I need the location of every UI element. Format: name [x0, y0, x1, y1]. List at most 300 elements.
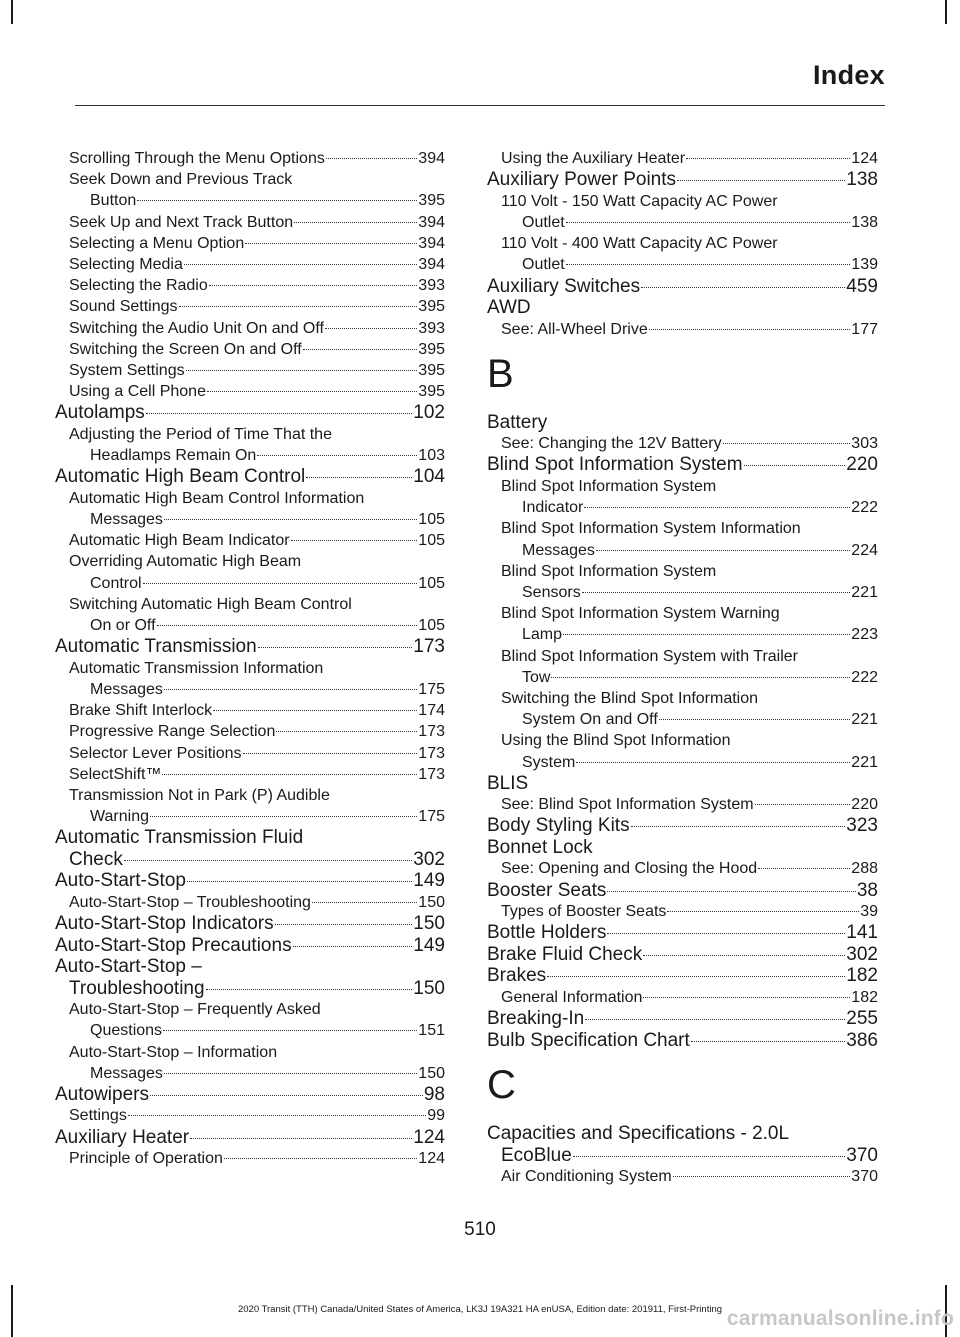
index-entry-sub [487, 518, 878, 560]
entry-text: Outlet [522, 256, 565, 274]
index-entry-main [487, 965, 878, 987]
entry-line [487, 454, 878, 476]
dot-leader [187, 881, 412, 882]
entry-text: Adjusting the Period of Time That the [69, 425, 332, 443]
entry-line [501, 582, 878, 603]
page-ref: 99 [427, 1107, 445, 1125]
entry-text: 110 Volt - 150 Watt Capacity AC Power [501, 192, 778, 210]
index-entry-main [55, 935, 445, 957]
dot-leader [291, 540, 418, 541]
entry-text: Blind Spot Information System [501, 477, 717, 495]
page-ref: 224 [851, 541, 878, 559]
entry-line [487, 1008, 878, 1030]
page-ref: 288 [851, 860, 878, 878]
dot-leader [179, 306, 418, 307]
entry-text: On or Off [90, 617, 156, 635]
entry-line [69, 296, 445, 317]
dot-leader [631, 826, 846, 827]
entry-line [487, 880, 878, 902]
entry-line [69, 233, 445, 254]
entry-text: Troubleshooting [69, 977, 205, 999]
dot-leader [641, 287, 845, 288]
page-ref: 182 [851, 988, 878, 1006]
page-ref: 138 [846, 169, 878, 191]
entry-line [501, 709, 878, 730]
page-ref: 394 [418, 256, 445, 274]
page-ref: 182 [846, 965, 878, 987]
index-entry-sub [55, 318, 445, 339]
dot-leader [164, 519, 417, 520]
entry-text: Messages [90, 1064, 163, 1082]
entry-line [55, 636, 445, 658]
page-ref: 105 [418, 511, 445, 529]
entry-text: 110 Volt - 400 Watt Capacity AC Power [501, 235, 778, 253]
entry-text: Brake Fluid Check [487, 943, 643, 965]
entry-text: Blind Spot Information System Information [501, 520, 801, 538]
index-entry-main [487, 1008, 878, 1030]
index-entry-sub [55, 212, 445, 233]
dot-leader [190, 1138, 412, 1139]
index-entry-sub [487, 148, 878, 169]
page-ref: 323 [846, 815, 878, 837]
index-entry-main [55, 402, 445, 424]
index-entry-sub [55, 275, 445, 296]
page-ref: 138 [851, 213, 878, 231]
entry-line [55, 978, 445, 1000]
dot-leader [209, 285, 418, 286]
entry-line [55, 1084, 445, 1106]
index-entry-sub [55, 594, 445, 636]
index-entry-main [55, 636, 445, 658]
entry-text: Selector Lever Positions [69, 744, 242, 762]
entry-text: Settings [69, 1107, 127, 1125]
dot-leader [677, 180, 845, 181]
dot-leader [744, 465, 846, 466]
dot-leader [691, 1041, 846, 1042]
entry-text: Automatic High Beam Indicator [69, 532, 290, 550]
edition-footer: 2020 Transit (TTH) Canada/United States of America, LK3J 19A321 HA enUSA, Edition date: 201911, First-Printing [237, 1304, 723, 1315]
index-entry-sub [487, 794, 878, 815]
entry-line [501, 858, 878, 879]
entry-line [501, 794, 878, 815]
dot-leader [643, 997, 850, 998]
entry-text: See: Blind Spot Information System [501, 796, 754, 814]
page-ref: 175 [418, 680, 445, 698]
entry-line [487, 815, 878, 837]
index-entry-sub [487, 987, 878, 1008]
index-entry-sub [487, 858, 878, 879]
entry-text: Automatic High Beam Control [55, 466, 306, 488]
dot-leader [257, 455, 417, 456]
dot-leader [303, 349, 418, 350]
entry-text: Auto-Start-Stop – Information [69, 1043, 278, 1061]
dot-leader [150, 1095, 423, 1096]
page-ref: 395 [418, 192, 445, 210]
entry-line [69, 1105, 445, 1126]
page-ref: 105 [418, 574, 445, 592]
page-ref: 395 [418, 362, 445, 380]
crop-mark-top-right [945, 0, 947, 24]
page-ref: 39 [860, 903, 878, 921]
entry-text: Questions [90, 1022, 163, 1040]
entry-line [501, 148, 878, 169]
page-ref: 459 [846, 275, 878, 297]
page-ref: 139 [851, 256, 878, 274]
dot-leader [755, 804, 851, 805]
entry-line [69, 360, 445, 381]
dot-leader [573, 1156, 846, 1157]
dot-leader [206, 989, 413, 990]
page-ref: 149 [413, 934, 445, 956]
dot-leader [723, 443, 851, 444]
entry-text: Selecting the Radio [69, 277, 208, 295]
index-column-left [55, 148, 445, 1169]
index-entry-sub [55, 1042, 445, 1084]
page-ref: 221 [851, 711, 878, 729]
entry-text: Seek Up and Next Track Button [69, 213, 294, 231]
dot-leader [596, 550, 850, 551]
entry-line [69, 892, 445, 913]
page-ref: 222 [851, 499, 878, 517]
entry-line [501, 497, 878, 518]
entry-text: Air Conditioning System [501, 1168, 672, 1186]
entry-text: Tow [522, 668, 551, 686]
entry-text: Automatic Transmission Information [69, 659, 324, 677]
entry-text: Capacities and Specifications - 2.0L [487, 1123, 790, 1145]
index-entry-main [55, 1127, 445, 1149]
entry-line [55, 935, 445, 957]
entry-line [487, 1145, 878, 1167]
entry-text: Progressive Range Selection [69, 723, 276, 741]
entry-text: Automatic Transmission [55, 636, 257, 658]
index-entry-sub [487, 730, 878, 772]
entry-line [69, 275, 445, 296]
entry-line [501, 901, 878, 922]
dot-leader [306, 477, 412, 478]
dot-leader [607, 891, 856, 892]
section-letter: C [487, 1063, 516, 1108]
page-ref: 370 [846, 1144, 878, 1166]
entry-line [501, 752, 878, 773]
dot-leader [566, 264, 851, 265]
entry-text: Bulb Specification Chart [487, 1029, 690, 1051]
dot-leader [150, 816, 417, 817]
entry-text: Auto-Start-Stop Indicators [55, 913, 274, 935]
page-ref: 38 [856, 879, 878, 901]
index-entry-sub [487, 233, 878, 275]
index-entry-main [55, 827, 445, 870]
entry-text: General Information [501, 988, 643, 1006]
entry-line [501, 212, 878, 233]
index-entry-sub [55, 721, 445, 742]
dot-leader [667, 911, 859, 912]
page-ref: 124 [413, 1126, 445, 1148]
entry-line [69, 764, 445, 785]
entry-text: Auto-Start-Stop Precautions [55, 934, 292, 956]
dot-leader [243, 753, 418, 754]
index-entry-sub [55, 700, 445, 721]
dot-leader [758, 868, 850, 869]
page-ref: 221 [851, 753, 878, 771]
page-ref: 173 [413, 636, 445, 658]
dot-leader [576, 762, 850, 763]
index-entry-sub [55, 488, 445, 530]
index-entry-sub [487, 561, 878, 603]
entry-line [501, 667, 878, 688]
entry-text: System On and Off [522, 711, 658, 729]
index-entry-sub [55, 1105, 445, 1126]
dot-leader [607, 933, 845, 934]
entry-line [69, 254, 445, 275]
index-entry-sub [55, 254, 445, 275]
entry-text: Messages [90, 511, 163, 529]
page-ref: 394 [418, 213, 445, 231]
index-entry-sub [487, 1166, 878, 1187]
entry-line [501, 1166, 878, 1187]
entry-text: Automatic Transmission Fluid [55, 827, 304, 849]
entry-text: Messages [90, 680, 163, 698]
entry-text: Auxiliary Heater [55, 1126, 190, 1148]
entry-text: Overriding Automatic High Beam [69, 553, 302, 571]
page-ref: 150 [418, 893, 445, 911]
dot-leader [325, 328, 417, 329]
entry-line [69, 509, 445, 530]
entry-text: See: Changing the 12V Battery [501, 435, 722, 453]
page-ref: 150 [413, 913, 445, 935]
entry-line [69, 1063, 445, 1084]
entry-line [69, 445, 445, 466]
entry-text: Types of Booster Seats [501, 903, 667, 921]
entry-line [501, 319, 878, 340]
entry-text: Blind Spot Information System [501, 562, 717, 580]
index-entry-sub [55, 999, 445, 1041]
index-heading: Battery [487, 411, 548, 433]
entry-text: Switching the Audio Unit On and Off [69, 319, 324, 337]
entry-text: Breaking-In [487, 1008, 585, 1030]
page-ref: 303 [851, 435, 878, 453]
entry-text: Control [90, 574, 142, 592]
entry-text: Lamp [522, 626, 563, 644]
dot-leader [128, 1115, 426, 1116]
dot-leader [164, 689, 417, 690]
entry-text: Autolamps [55, 402, 145, 424]
index-entry-sub [55, 339, 445, 360]
page-ref: 105 [418, 532, 445, 550]
entry-line [487, 1030, 878, 1052]
index-entry-sub [487, 646, 878, 688]
crop-mark-top-left [11, 0, 13, 24]
entry-line [69, 743, 445, 764]
index-entry-sub [487, 901, 878, 922]
entry-line [501, 624, 878, 645]
entry-text: Booster Seats [487, 879, 607, 901]
entry-line [69, 318, 445, 339]
entry-text: Sensors [522, 583, 581, 601]
entry-line [69, 679, 445, 700]
entry-text: Using the Auxiliary Heater [501, 150, 686, 167]
entry-line [69, 721, 445, 742]
entry-text: Auto-Start-Stop [55, 870, 186, 892]
dot-leader [312, 902, 417, 903]
page-ref: 221 [851, 583, 878, 601]
index-entry-sub [55, 658, 445, 700]
dot-leader [686, 158, 850, 159]
entry-line [501, 433, 878, 454]
index-entry-sub [55, 785, 445, 827]
entry-text: Headlamps Remain On [90, 447, 257, 465]
page-ref: 302 [413, 848, 445, 870]
index-entry-sub [487, 688, 878, 730]
page-ref: 223 [851, 626, 878, 644]
page-ref: 151 [418, 1022, 445, 1040]
entry-line [501, 987, 878, 1008]
page-ref: 124 [851, 150, 878, 167]
page-ref: 395 [418, 340, 445, 358]
index-column-right [487, 148, 878, 1187]
entry-text: Using the Blind Spot Information [501, 732, 731, 750]
index-entry-sub [55, 381, 445, 402]
page-ref: 177 [851, 320, 878, 338]
index-entry-main [487, 880, 878, 902]
page-title: Index [812, 60, 885, 90]
page-ref: 141 [846, 922, 878, 944]
index-entry-sub [487, 319, 878, 340]
page-ref: 220 [851, 796, 878, 814]
entry-text: Bottle Holders [487, 922, 607, 944]
index-entry-main [55, 956, 445, 999]
dot-leader [163, 1030, 417, 1031]
entry-text: Indicator [522, 499, 584, 517]
dot-leader [584, 507, 850, 508]
entry-text: Auto-Start-Stop – [55, 956, 202, 978]
page-ref: 393 [418, 277, 445, 295]
dot-leader [547, 976, 845, 977]
entry-line [69, 700, 445, 721]
dot-leader [326, 158, 417, 159]
entry-line [55, 402, 445, 424]
index-entry-main [487, 454, 878, 476]
entry-text: Switching the Screen On and Off [69, 340, 302, 358]
entry-text: Body Styling Kits [487, 815, 630, 837]
entry-text: Messages [522, 541, 595, 559]
index-entry-sub [55, 551, 445, 593]
dot-leader [224, 1158, 417, 1159]
entry-line [69, 530, 445, 551]
dot-leader [137, 200, 417, 201]
entry-line [69, 1020, 445, 1041]
page-ref: 393 [418, 319, 445, 337]
dot-leader [275, 924, 413, 925]
entry-line [55, 466, 445, 488]
dot-leader [143, 583, 418, 584]
entry-line [487, 965, 878, 987]
dot-leader [258, 647, 413, 648]
index-heading: BLIS [487, 772, 529, 794]
index-entry-main [55, 466, 445, 488]
page-ref: 102 [413, 402, 445, 424]
entry-text: Scrolling Through the Menu Options [69, 150, 325, 167]
entry-text: Warning [90, 808, 149, 826]
entry-text: Selecting a Menu Option [69, 234, 245, 252]
entry-line [69, 212, 445, 233]
index-heading: AWD [487, 297, 531, 319]
section-letter: B [487, 351, 514, 396]
index-entry-sub [487, 191, 878, 233]
index-entry-main [55, 870, 445, 892]
index-entry-sub [55, 764, 445, 785]
index-entry-main [55, 913, 445, 935]
entry-line [69, 148, 445, 169]
index-entry-sub [55, 148, 445, 169]
dot-leader [294, 222, 417, 223]
watermark: carmanualsonline.info [726, 1307, 954, 1330]
index-entry-main [487, 276, 878, 298]
entry-text: Blind Spot Information System [487, 454, 743, 476]
entry-text: Selecting Media [69, 256, 183, 274]
page-ref: 103 [418, 447, 445, 465]
entry-text: Brake Shift Interlock [69, 702, 213, 720]
dot-leader [245, 243, 417, 244]
dot-leader [566, 222, 851, 223]
page-ref: 124 [418, 1150, 445, 1168]
dot-leader [551, 677, 850, 678]
entry-text: System Settings [69, 362, 185, 380]
entry-text: System [522, 753, 576, 771]
index-entry-sub [55, 169, 445, 211]
page-ref: 222 [851, 668, 878, 686]
entry-text: Using a Cell Phone [69, 383, 206, 401]
page-ref: 394 [418, 234, 445, 252]
entry-text: Transmission Not in Park (P) Audible [69, 786, 330, 804]
page-ref: 174 [418, 702, 445, 720]
entry-line [69, 381, 445, 402]
entry-text: Switching Automatic High Beam Control [69, 595, 352, 613]
page-ref: 175 [418, 808, 445, 826]
page-ref: 150 [418, 1064, 445, 1082]
page-ref: 173 [418, 744, 445, 762]
entry-text: Check [69, 848, 123, 870]
page-ref: 173 [418, 723, 445, 741]
title-divider [75, 105, 885, 106]
dot-leader [124, 860, 412, 861]
index-entry-sub [55, 530, 445, 551]
dot-leader [164, 1073, 417, 1074]
index-heading: Bonnet Lock [487, 836, 593, 858]
dot-leader [643, 955, 845, 956]
entry-text: Outlet [522, 213, 565, 231]
page-ref: 302 [846, 943, 878, 965]
index-entry-main [487, 922, 878, 944]
entry-line [487, 276, 878, 298]
page-ref: 395 [418, 298, 445, 316]
entry-text: Blind Spot Information System Warning [501, 605, 780, 623]
page-number: 510 [464, 1219, 496, 1240]
index-entry-main [487, 815, 878, 837]
page-ref: 220 [846, 454, 878, 476]
entry-line [69, 1148, 445, 1169]
index-entry-sub [55, 360, 445, 381]
entry-line [69, 806, 445, 827]
entry-line [487, 944, 878, 966]
page-ref: 386 [846, 1029, 878, 1051]
dot-leader [649, 329, 851, 330]
entry-line [69, 615, 445, 636]
entry-text: Auxiliary Switches [487, 275, 641, 297]
entry-line [55, 849, 445, 871]
entry-line [55, 913, 445, 935]
page-ref: 173 [418, 765, 445, 783]
entry-text: Seek Down and Previous Track [69, 171, 293, 189]
